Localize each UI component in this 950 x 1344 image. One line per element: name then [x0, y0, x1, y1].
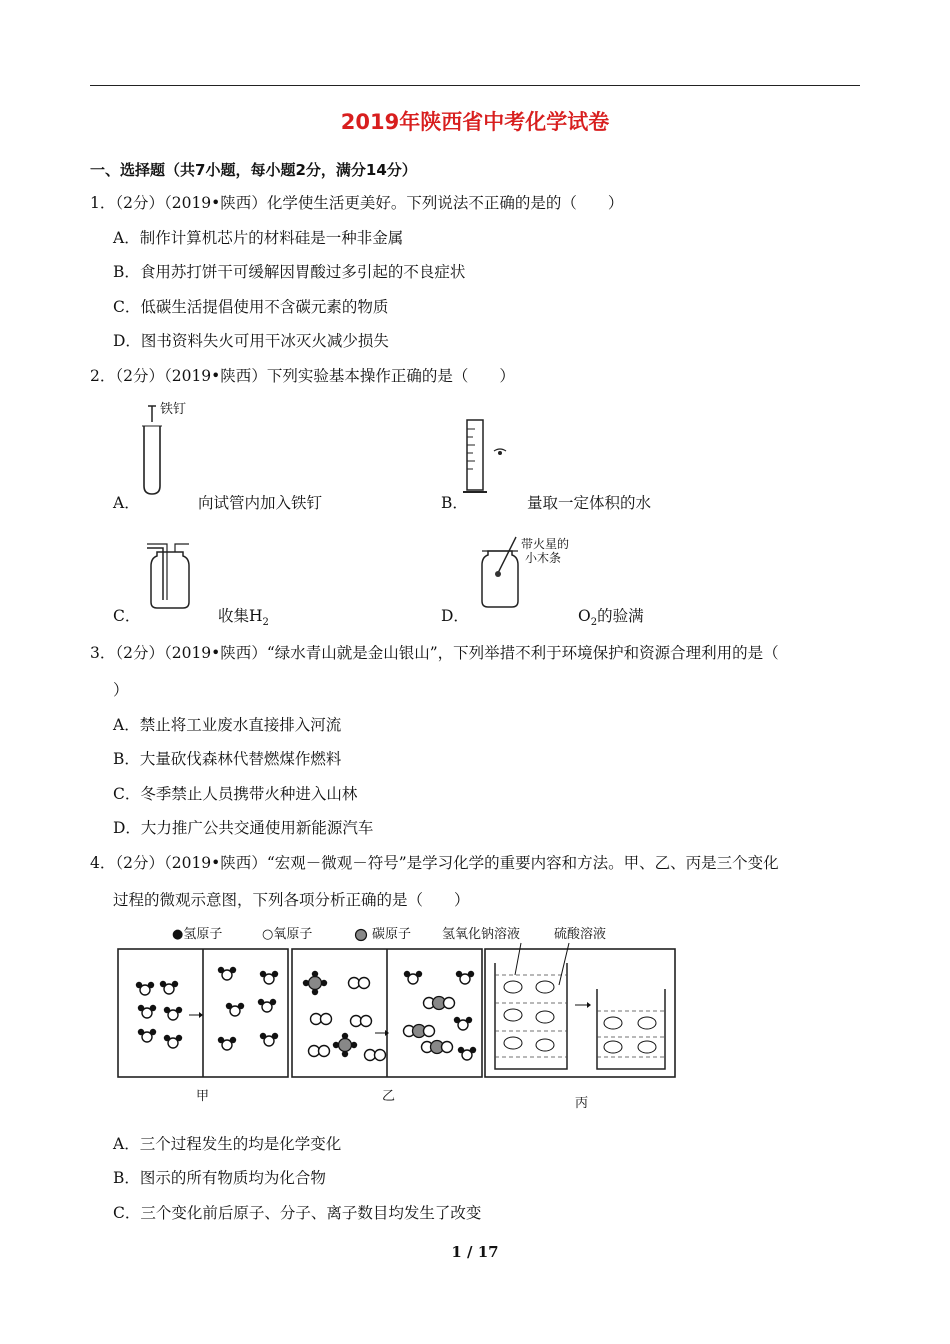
q4-legend-hydrogen: ●氢原子: [172, 927, 223, 942]
q3-stem-line1: 3．（2分）（2019•陕西）“绿水青山就是金山银山”，下列举措不利于环境保护和资源合理利用的是（: [90, 644, 779, 662]
q2-figure-cylinder: [462, 417, 522, 497]
q1-option-a: A．制作计算机芯片的材料硅是一种非金属: [113, 229, 404, 247]
q4-stem-line1: 4．（2分）（2019•陕西）“宏观－微观－符号”是学习化学的重要内容和方法。甲、乙、丙是三个变化: [90, 854, 779, 872]
q3-option-b: B．大量砍伐森林代替燃煤作燃料: [113, 750, 342, 768]
q4-legend-carbon: 碳原子: [372, 927, 412, 942]
q2-fig-d-label-1: 带火星的: [521, 537, 570, 551]
q2-option-b-letter: B．: [441, 494, 468, 512]
page-number: 1 / 17: [451, 1243, 499, 1261]
q1-stem: 1．（2分）（2019•陕西）化学使生活更美好。下列说法不正确的是的（ ）: [90, 194, 624, 212]
q4-stem-line2: 过程的微观示意图，下列各项分析正确的是（ ）: [113, 891, 470, 909]
q3-option-d: D．大力推广公共交通使用新能源汽车: [113, 819, 374, 837]
header-rule: [90, 85, 860, 86]
q3-option-c: C．冬季禁止人员携带火种进入山林: [113, 785, 358, 803]
q2-figure-gas-bottle: [143, 540, 203, 612]
page-title: 2019年陕西省中考化学试卷: [340, 110, 610, 134]
q4-option-b: B．图示的所有物质均为化合物: [113, 1169, 326, 1187]
q4-option-c: C．三个变化前后原子、分子、离子数目均发生了改变: [113, 1204, 482, 1222]
q3-option-a: A．禁止将工业废水直接排入河流: [113, 716, 342, 734]
carbon-atom-icon: [354, 928, 368, 942]
q2-fig-d-label-2: 小木条: [525, 551, 562, 565]
q3-stem-line2: ）: [113, 681, 129, 699]
q1-option-b: B．食用苏打饼干可缓解因胃酸过多引起的不良症状: [113, 263, 466, 281]
q2-option-a-letter: A．: [113, 494, 140, 512]
q2-option-c-text: 收集$H_2$: [218, 607, 269, 629]
q4-legend-oxygen: ○氧原子: [262, 927, 313, 942]
q2-fig-a-label: 铁钉: [160, 402, 187, 417]
q4-panel-yi: 乙: [382, 1089, 396, 1104]
q1-option-d: D．图书资料失火可用干冰灭火减少损失: [113, 332, 389, 350]
q2-option-c-letter: C．: [113, 607, 141, 625]
q4-option-a: A．三个过程发生的均是化学变化: [113, 1135, 342, 1153]
q4-panel-bing: 丙: [575, 1096, 589, 1111]
q4-legend-naoh: 氢氧化钠溶液: [442, 927, 521, 942]
q4-legend-h2so4: 硫酸溶液: [554, 927, 607, 942]
q4-micro-diagram: [117, 945, 677, 1085]
q2-option-a-text: 向试管内加入铁钉: [198, 494, 323, 512]
q2-stem: 2．（2分）（2019•陕西）下列实验基本操作正确的是（ ）: [90, 367, 515, 385]
q2-option-b-text: 量取一定体积的水: [527, 494, 652, 512]
q1-option-c: C．低碳生活提倡使用不含碳元素的物质: [113, 298, 389, 316]
q2-option-d-text: $O_2$的验满: [578, 607, 644, 629]
q4-panel-jia: 甲: [196, 1089, 210, 1104]
section-heading: 一、选择题（共7小题，每小题2分，满分14分）: [90, 161, 417, 179]
q2-option-d-letter: D．: [441, 607, 469, 625]
